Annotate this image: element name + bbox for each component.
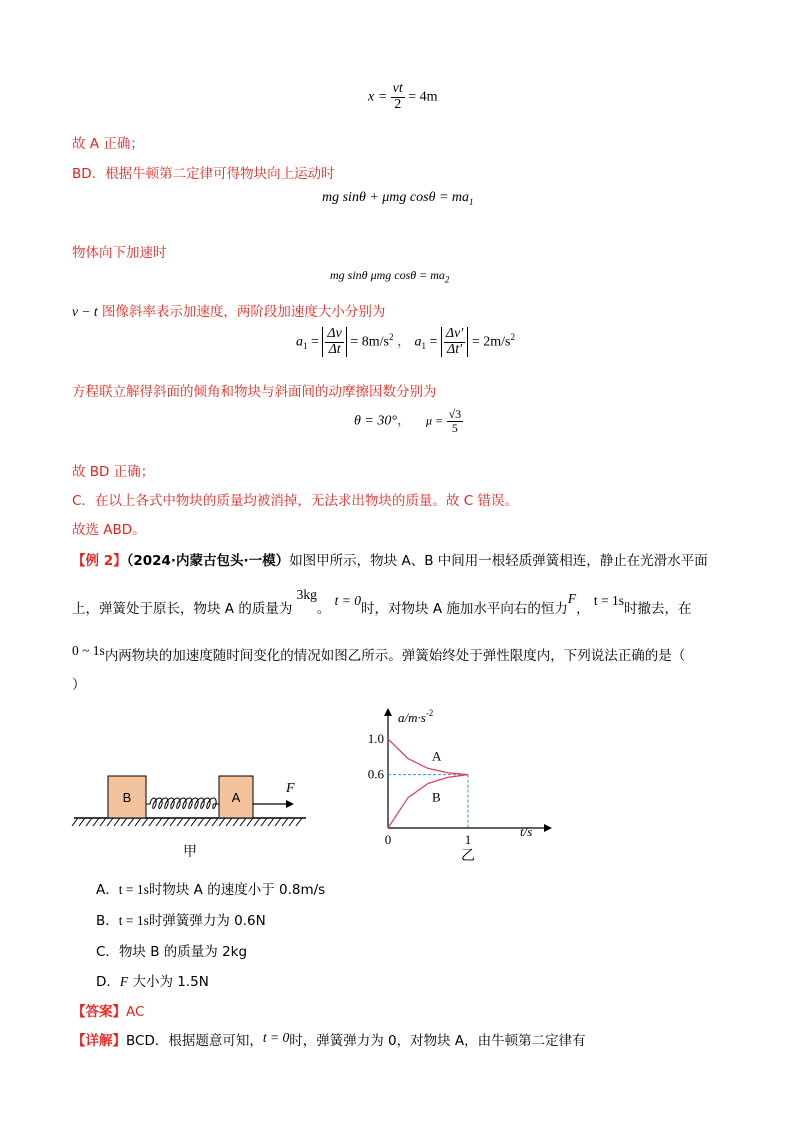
example-tag: 【例 2】 — [72, 553, 127, 569]
figure-jia-caption: 甲 — [183, 844, 197, 860]
equation-displacement — [368, 82, 438, 112]
example-line2d: ， — [576, 601, 590, 617]
y-axis-label — [398, 708, 433, 725]
ground-hatch — [114, 818, 120, 826]
eq-theta-sep: ， — [396, 413, 411, 429]
figure-yi-caption: 乙 — [461, 848, 475, 864]
example2-line1 — [72, 549, 708, 569]
option-d-letter: D． — [96, 974, 120, 990]
ground-hatch — [282, 818, 288, 826]
eq-theta: θ = 30° — [354, 413, 397, 429]
eq-a1-sup: 2 — [388, 331, 394, 342]
equation-theta-mu — [354, 408, 463, 434]
option-d[interactable] — [96, 970, 209, 990]
ground-hatch — [128, 818, 134, 826]
spring — [146, 798, 219, 809]
ground-hatch — [289, 818, 295, 826]
y-axis-arrow — [384, 708, 392, 716]
line-slope-text: 图像斜率表示加速度，两阶段加速度大小分别为 — [101, 304, 386, 320]
x-axis-label: t/s — [520, 824, 533, 839]
eq-a2-abs — [441, 327, 469, 357]
eq-x-rhs: = 4m — [408, 89, 438, 105]
line-down: 物体向下加速时 — [72, 245, 167, 261]
ground-hatch — [156, 818, 162, 826]
detail-text1: BCD．根据题意可知， — [126, 1033, 263, 1049]
detail-math: t = 0 — [262, 1030, 290, 1045]
ground-hatch — [177, 818, 183, 826]
eq-mu-num: √3 — [448, 407, 462, 421]
eq-x-fraction — [391, 82, 405, 112]
mass-value: 3kg — [296, 587, 317, 602]
ground-hatch — [212, 818, 218, 826]
ground-hatch — [219, 818, 225, 826]
ground-hatch — [233, 818, 239, 826]
series-label-b: B — [432, 789, 441, 805]
answer-line — [72, 1000, 144, 1020]
ground-hatch — [86, 818, 92, 826]
detail-tag: 【详解】 — [72, 1033, 126, 1049]
example-line2b: 。 — [316, 601, 331, 617]
ground-hatch — [121, 818, 127, 826]
option-a-math: t = 1s — [118, 882, 149, 897]
ground-hatch — [275, 818, 281, 826]
ground-hatch — [100, 818, 106, 826]
option-d-text: 大小为 1.5N — [132, 974, 209, 990]
series-label-a: A — [432, 748, 442, 764]
eq-a2-sup: 2 — [510, 331, 515, 342]
eq-a2-symbol: a — [414, 334, 422, 350]
example-line3: 内两物块的加速度随时间变化的情况如图乙所示。弹簧始终处于弹性限度内，下列说法正确的是（ — [104, 648, 686, 664]
eq-down-text: mg sinθ μmg cosθ = ma — [330, 268, 445, 282]
eq-a1-sep: ， — [396, 334, 411, 350]
series-line-b — [388, 775, 468, 828]
line-a-correct: 故 A 正确； — [72, 136, 144, 152]
option-c-letter: C． — [96, 944, 119, 960]
x-tick-label: 1 — [464, 832, 472, 847]
t1-value: t = 1s — [593, 593, 625, 608]
option-a[interactable] — [96, 878, 325, 898]
eq-x-den: 2 — [394, 96, 402, 112]
x-axis-arrow — [544, 824, 552, 832]
figure-jia — [70, 760, 310, 860]
example-source: （2024·内蒙古包头·一模） — [126, 553, 290, 569]
answer-value: AC — [126, 1004, 145, 1020]
option-d-math: F — [119, 974, 129, 989]
line-bd-correct: 故 BD 正确； — [72, 464, 155, 480]
eq-a1-sub: 1 — [303, 341, 308, 352]
ground-hatch — [296, 818, 302, 826]
eq-mu-den: 5 — [451, 420, 458, 435]
line-solve: 方程联立解得斜面的倾角和物块与斜面间的动摩擦因数分别为 — [72, 384, 437, 400]
eq-a1-symbol: a — [296, 334, 303, 350]
option-c[interactable] — [96, 940, 247, 960]
x-tick-label: 0 — [384, 832, 392, 847]
eq-up-text: mg sinθ + μmg cosθ = ma — [322, 190, 470, 205]
eq-x-num: vt — [392, 81, 403, 96]
ground-hatch — [72, 818, 78, 826]
equation-accelerations: $a_1$ = $\frac{\Delta v}{\Delta t}$ = $8m/s^2$ ， $a_1$ = $\frac{\Delta v'}{\Delta t'}$ = $2m/s^2$ — [296, 326, 515, 357]
block-a-label: A — [231, 790, 241, 805]
option-b-text: 时弹簧弹力为 0.6N — [148, 913, 266, 929]
y-tick-label: 0.6 — [367, 766, 384, 782]
eq-a2-rhs: = 2m/s — [471, 334, 511, 350]
time-range: 0 ~ 1s — [72, 643, 105, 658]
ground-hatch — [198, 818, 204, 826]
ground-hatch — [268, 818, 274, 826]
ground-hatch — [261, 818, 267, 826]
detail-line — [72, 1029, 586, 1049]
line-choose: 故选 ABD。 — [72, 522, 146, 538]
example-line1-text: 如图甲所示，物块 A、B 中间用一根轻质弹簧相连，静止在光滑水平面 — [289, 553, 708, 569]
option-b-math: t = 1s — [118, 913, 149, 928]
eq-a1-num: Δv — [327, 326, 342, 341]
vt-variable: v − t — [72, 304, 98, 319]
series-line-a — [388, 739, 468, 775]
ground-hatch — [149, 818, 155, 826]
eq-a2-den: Δt′ — [447, 341, 463, 357]
ground-hatch — [79, 818, 85, 826]
ground-hatch — [163, 818, 169, 826]
option-b-letter: B． — [96, 913, 119, 929]
ground-hatch — [142, 818, 148, 826]
option-c-text: 物块 B 的质量为 2kg — [118, 944, 248, 960]
eq-a2-sub: 1 — [421, 341, 426, 352]
equation-downward — [330, 268, 449, 284]
eq-a1-abs — [322, 327, 346, 357]
t0-value: t = 0 — [334, 593, 362, 608]
option-b[interactable] — [96, 909, 266, 929]
ground-hatch — [93, 818, 99, 826]
eq-a1-den: Δt — [328, 341, 341, 357]
line-c: C．在以上各式中物块的质量均被消掉，无法求出物块的质量。故 C 错误。 — [72, 493, 518, 509]
ground-hatch — [107, 818, 113, 826]
eq-up-sub: 1 — [469, 196, 474, 207]
ground-hatch — [226, 818, 232, 826]
eq-mu-lhs: μ = — [425, 413, 444, 428]
eq-x-lhs: x = — [368, 89, 388, 105]
force-label: F — [286, 781, 295, 796]
force-arrow-head — [286, 800, 294, 808]
example2-line4: ） — [72, 677, 86, 693]
line-slope — [72, 300, 385, 320]
ground-hatch — [135, 818, 141, 826]
example-line2a: 上，弹簧处于原长，物块 A 的质量为 — [72, 601, 293, 617]
y-axis-label-sup: -2 — [425, 708, 434, 718]
ground-hatch — [191, 818, 197, 826]
answer-tag: 【答案】 — [72, 1004, 126, 1020]
example2-line2 — [72, 587, 692, 617]
ground-hatch — [184, 818, 190, 826]
ground-hatch — [240, 818, 246, 826]
line-bd-intro: BD．根据牛顿第二定律可得物块向上运动时 — [72, 166, 335, 182]
equation-upward — [322, 190, 474, 207]
force-symbol: F — [567, 591, 577, 606]
y-tick-label: 1.0 — [367, 731, 384, 746]
eq-down-sub: 2 — [444, 274, 450, 285]
example2-line3 — [72, 644, 685, 664]
option-a-letter: A． — [96, 882, 119, 898]
eq-a1-rhs: = 8m/s — [350, 334, 389, 350]
ground-hatch — [254, 818, 260, 826]
eq-mu-frac — [447, 408, 464, 434]
ground-hatch — [170, 818, 176, 826]
y-axis-label-text: a/m·s — [398, 710, 426, 725]
ground-hatch — [205, 818, 211, 826]
ground-hatch — [247, 818, 253, 826]
option-a-text: 时物块 A 的速度小于 0.8m/s — [148, 882, 326, 898]
example-line2c: 时，对物块 A 施加水平向右的恒力 — [361, 601, 568, 617]
figure-yi-chart — [360, 700, 560, 865]
detail-text2: 时，弹簧弹力为 0，对物块 A，由牛顿第二定律有 — [289, 1033, 586, 1049]
example-line2e: 时撤去，在 — [624, 601, 692, 617]
block-b-label: B — [122, 790, 132, 805]
eq-a2-num: Δv′ — [445, 326, 464, 341]
